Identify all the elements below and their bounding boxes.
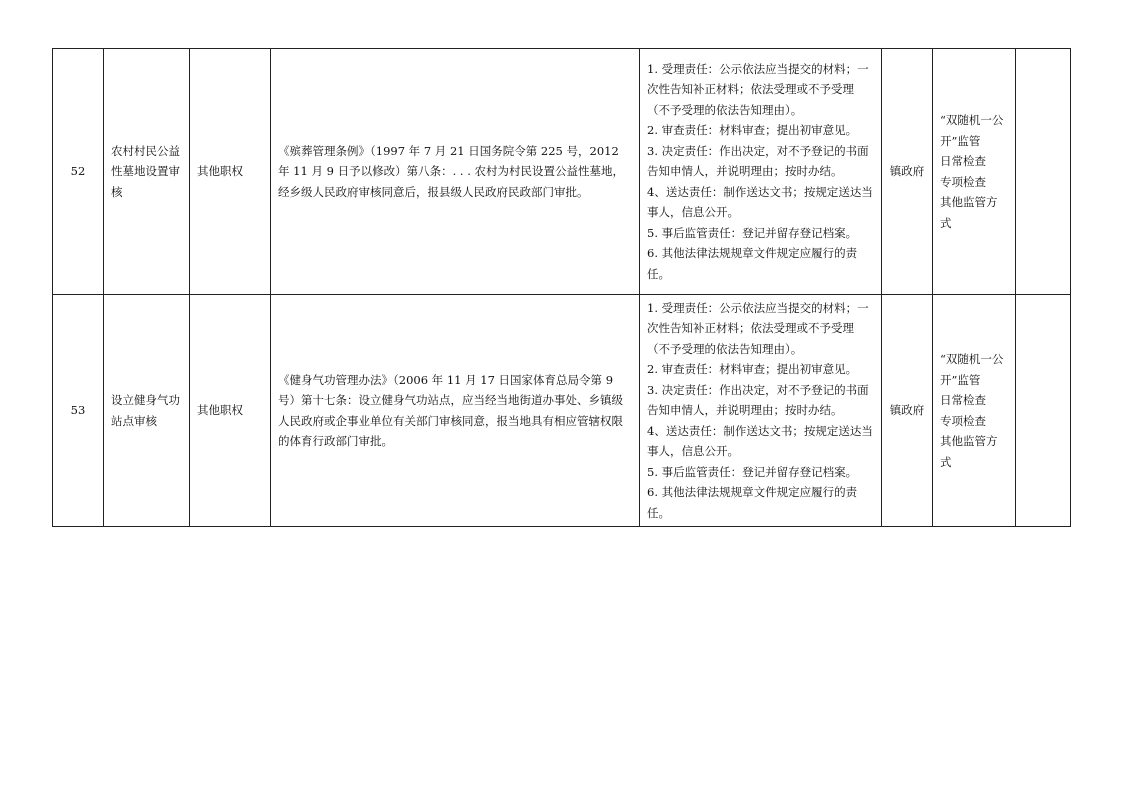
item-name: 农村村民公益性墓地设置审核 [104,49,190,295]
responsibility-item: 5. 事后监管责任：登记并留存登记档案。 [647,225,858,240]
responsibility-list [640,295,882,527]
supervision-item: 日常检查 [940,393,986,407]
remark-cell [1016,295,1071,527]
responsibility-item: 3. 决定责任：作出决定，对不予登记的书面告知申情人，并说明理由；按时办结。 [647,143,869,179]
responsibility-item: 1. 受理责任：公示依法应当提交的材料；一次性告知补正材料；依法受理或不予受理（不予受理的依法告知理由）。 [647,61,869,117]
responsible-unit: 镇政府 [882,49,933,295]
responsibility-list [640,49,882,295]
responsible-unit: 镇政府 [882,295,933,527]
item-name: 设立健身气功站点审核 [104,295,190,527]
legal-basis: 《健身气功管理办法》（2006 年 11 月 17 日国家体育总局令第 9 号）第十七条：设立健身气功站点，应当经当地街道办事处、乡镇级人民政府或企事业单位有关部门审核同意，报当地具有相应管辖权限的体育行政部门审批。 [271,295,640,527]
row-number: 53 [53,295,104,527]
power-category: 其他职权 [190,295,271,527]
supervision-item: 其他监管方式 [940,195,998,230]
responsibility-item: 5. 事后监管责任：登记并留存登记档案。 [647,464,858,479]
responsibility-item: 4、送达责任：制作送达文书；按规定送达当事人，信息公开。 [647,423,873,459]
supervision-item: “双随机一公开”监管 [940,352,1004,387]
supervision-methods [933,295,1016,527]
responsibility-item: 6. 其他法律法规规章文件规定应履行的责任。 [647,485,858,520]
supervision-item: 日常检查 [940,154,986,168]
responsibility-item: 2. 审查责任：材料审查；提出初审意见。 [647,362,858,377]
table-row [53,295,1071,527]
legal-basis: 《殡葬管理条例》（1997 年 7 月 21 日国务院令第 225 号，2012 年 11 月 9 日予以修改）第八条：. . . 农村为村民设置公益性墓地，经乡级人民政府审核同意后，报县级人民政府民政部门审批。 [271,49,640,295]
responsibility-item: 6. 其他法律法规规章文件规定应履行的责任。 [647,246,858,281]
power-list-table [52,48,1071,527]
responsibility-item: 3. 决定责任：作出决定，对不予登记的书面告知申情人，并说明理由；按时办结。 [647,382,869,418]
supervision-item: 专项检查 [940,413,986,428]
table-row [53,49,1071,295]
remark-cell [1016,49,1071,295]
supervision-item: 专项检查 [940,174,986,189]
responsibility-item: 2. 审查责任：材料审查；提出初审意见。 [647,123,858,138]
responsibility-item: 4、送达责任：制作送达文书；按规定送达当事人，信息公开。 [647,184,873,220]
supervision-item: 其他监管方式 [940,434,998,469]
power-category: 其他职权 [190,49,271,295]
supervision-methods [933,49,1016,295]
responsibility-item: 1. 受理责任：公示依法应当提交的材料；一次性告知补正材料；依法受理或不予受理（不予受理的依法告知理由）。 [647,300,869,356]
supervision-item: “双随机一公开”监管 [940,113,1004,148]
row-number: 52 [53,49,104,295]
